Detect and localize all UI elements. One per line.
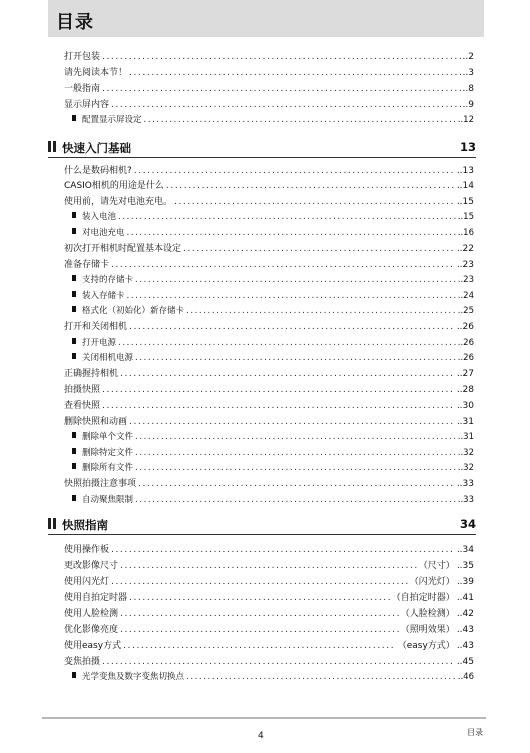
toc-entry[interactable] [64,367,474,381]
toc-entry-page: ..26 [457,353,474,363]
toc-entry-page: ..23 [457,275,474,285]
toc-entry-title: 什么是数码相机? [64,166,132,176]
bullet-icon [72,495,76,501]
toc-subentry[interactable] [72,351,474,365]
toc-entry-page: ..39 [456,577,474,587]
toc-entry-page: ..46 [457,672,474,682]
toc-entry-title: 请先阅读本节！ [64,68,128,78]
dot-leader [102,50,461,64]
dot-leader [129,66,461,80]
dot-leader [118,210,456,224]
toc-entry-page: ..26 [457,338,474,348]
toc-entry-note: （尺寸） [418,561,455,571]
toc-entry[interactable] [64,242,474,256]
dot-leader [127,289,456,303]
dot-leader [111,575,408,589]
toc-entry[interactable] [64,415,474,429]
toc-entry[interactable] [64,591,474,605]
bullet-icon [72,432,76,438]
toc-entry-page: ..13 [456,166,474,176]
toc-entry-page: ..15 [456,197,474,207]
toc-subentry[interactable] [72,670,474,684]
toc-entry[interactable] [64,383,474,397]
bullet-icon [72,228,76,234]
toc-entry-title: 装入电池 [82,212,117,222]
dot-leader [120,623,399,637]
dot-leader [120,607,399,621]
bullet-icon [72,115,76,121]
dot-leader [186,304,456,318]
toc-subentry[interactable] [72,113,474,127]
toc-entry-title: 使用自拍定时器 [64,593,128,603]
dot-leader [186,670,456,684]
toc-entry-title: 使用前，请先对电池充电。 [64,197,173,207]
toc-subentry[interactable] [72,430,474,444]
toc-entry-note: （照明效果） [400,625,455,635]
section-heading[interactable] [48,514,476,535]
toc-entry-title: 对电池充电 [82,228,125,238]
section-title: 快照指南 [62,518,108,532]
toc-subentry[interactable] [72,273,474,287]
toc-entry-page: ..31 [457,432,474,442]
dot-leader [135,461,456,475]
toc-entry[interactable] [64,639,474,653]
toc-entry-page: ..45 [456,657,474,667]
dot-leader [135,446,456,460]
dot-leader [174,195,455,209]
toc-entry[interactable] [64,623,474,637]
dot-leader [102,82,461,96]
section-heading[interactable] [48,137,476,158]
section-title: 快速入门基础 [62,141,131,155]
toc-entry-title: 配置显示屏设定 [82,115,142,125]
toc-entry-page: ..42 [456,609,474,619]
toc-entry-page: ..24 [457,291,474,301]
section-marker-icon [48,518,58,529]
dot-leader [129,591,390,605]
section-page: 13 [459,140,476,154]
dot-leader [111,98,461,112]
toc-subentry[interactable] [72,226,474,240]
toc-subentry[interactable] [72,493,474,507]
toc-entry-title: 正确握持相机 [64,369,119,379]
toc-entry-page: ..16 [457,228,474,238]
bullet-icon [72,338,76,344]
toc-entry-title: 打开电源 [82,338,117,348]
toc-entry[interactable] [64,66,474,80]
bullet-icon [72,275,76,281]
toc-entry-title: 删除单个文件 [82,432,134,442]
section-marker-icon [48,141,58,152]
toc-entry[interactable] [64,559,474,573]
toc-entry-page: ..22 [456,244,474,254]
dot-leader [138,477,455,491]
dot-leader [102,399,455,413]
toc-entry-title: 变焦拍摄 [64,657,101,667]
toc-entry-page: ..2 [462,52,474,62]
toc-entry-title: 初次打开相机时配置基本设定 [64,244,182,254]
toc-entry-page: ..14 [456,181,474,191]
dot-leader [111,543,455,557]
dot-leader [135,493,456,507]
toc-entry-title: 支持的存储卡 [82,275,134,285]
toc-entry-title: 自动聚焦限制 [82,495,134,505]
toc-entry-page: ..34 [456,545,474,555]
toc-entry[interactable] [64,98,474,112]
toc-entry-title: 装入存储卡 [82,291,125,301]
dot-leader [129,415,455,429]
toc-entry[interactable] [64,195,474,209]
toc-subentry[interactable] [72,210,474,224]
toc-entry-title: 使用操作板 [64,545,110,555]
bullet-icon [72,291,76,297]
bullet-icon [72,306,76,312]
bullet-icon [72,672,76,678]
toc-entry-title: 查看快照 [64,401,101,411]
toc-entry-page: ..43 [456,625,474,635]
toc-entry-title: 打开包装 [64,52,101,62]
toc-entry-page: ..12 [457,115,474,125]
toc-entry-page: ..43 [456,641,474,651]
toc-entry-page: ..15 [457,212,474,222]
toc-entry[interactable] [64,164,474,178]
toc-entry-title: 使用闪光灯 [64,577,110,587]
dot-leader [123,639,396,653]
toc-entry-page: ..26 [456,322,474,332]
toc-entry-title: 使用easy方式 [64,641,122,651]
toc-entry-page: ..9 [462,100,474,110]
toc-entry[interactable] [64,82,474,96]
toc-subentry[interactable] [72,336,474,350]
toc-entry-title: 打开和关闭相机 [64,322,128,332]
dot-leader [134,164,455,178]
toc-entry-title: 删除特定文件 [82,448,134,458]
dot-leader [120,367,455,381]
dot-leader [102,383,455,397]
toc-entry-title: 快照拍摄注意事项 [64,479,137,489]
dot-leader [118,336,456,350]
toc-entry[interactable] [64,543,474,557]
toc-entry[interactable] [64,258,474,272]
bullet-icon [72,212,76,218]
toc-entry[interactable] [64,607,474,621]
toc-entry-title: CASIO相机的用途是什么 [64,181,164,191]
toc-entry[interactable] [64,399,474,413]
dot-leader [135,273,456,287]
toc-entry[interactable] [64,477,474,491]
toc-entry-page: ..33 [456,479,474,489]
toc-entry-title: 拍摄快照 [64,385,101,395]
toc-entry-note: （人脸检测） [400,609,455,619]
toc-entry-title: 光学变焦及数字变焦切换点 [82,672,185,682]
toc-entry-note: （闪光灯） [409,577,455,587]
toc-entry-page: ..41 [456,593,474,603]
bullet-icon [72,353,76,359]
bullet-icon [72,463,76,469]
page-number: 4 [258,731,264,741]
toc-entry-note: （自拍定时器） [391,593,455,603]
toc-subentry[interactable] [72,446,474,460]
section-page: 34 [459,517,476,531]
toc-entry-page: ..28 [456,385,474,395]
toc-entry-page: ..23 [456,260,474,270]
page-title: 目录 [56,12,94,33]
toc-entry-page: ..27 [456,369,474,379]
toc-entry-title: 使用人脸检测 [64,609,119,619]
toc-entry-title: 更改影像尺寸 [64,561,119,571]
toc-entry[interactable] [64,655,474,669]
dot-leader [102,655,455,669]
toc-entry-page: ..3 [462,68,474,78]
toc-subentry[interactable] [72,461,474,475]
dot-leader [129,320,455,334]
dot-leader [120,559,417,573]
dot-leader [135,430,456,444]
dot-leader [166,179,455,193]
toc-entry-page: ..25 [457,306,474,316]
footer-label: 目录 [467,728,483,737]
dot-leader [111,258,455,272]
toc-entry-page: ..32 [457,463,474,473]
toc-entry-page: ..35 [456,561,474,571]
toc-entry-title: 删除所有文件 [82,463,134,473]
toc-entry-title: 格式化（初始化）新存储卡 [82,306,185,316]
toc-entry-title: 关闭相机电源 [82,353,134,363]
toc-entry-page: ..30 [456,401,474,411]
toc-entry-title: 删除快照和动画 [64,417,128,427]
toc-entry[interactable] [64,179,474,193]
toc-subentry[interactable] [72,304,474,318]
dot-leader [183,242,455,256]
toc-entry-page: ..8 [462,84,474,94]
page-header [48,0,484,37]
toc-entry-page: ..31 [456,417,474,427]
toc-entry-title: 一般指南 [64,84,101,94]
toc-entry-title: 优化影像亮度 [64,625,119,635]
bullet-icon [72,448,76,454]
toc-entry-page: ..33 [457,495,474,505]
toc-entry-page: ..32 [457,448,474,458]
toc-subentry[interactable] [72,289,474,303]
toc-entry-title: 准备存储卡 [64,260,110,270]
dot-leader [135,351,456,365]
toc-entry-note: （easy方式） [397,641,455,651]
toc-entry-title: 显示屏内容 [64,100,110,110]
footer-divider [42,717,486,719]
toc-entry[interactable] [64,320,474,334]
dot-leader [127,226,456,240]
toc-entry[interactable] [64,575,474,589]
toc-entry[interactable] [64,50,474,64]
dot-leader [144,113,456,127]
